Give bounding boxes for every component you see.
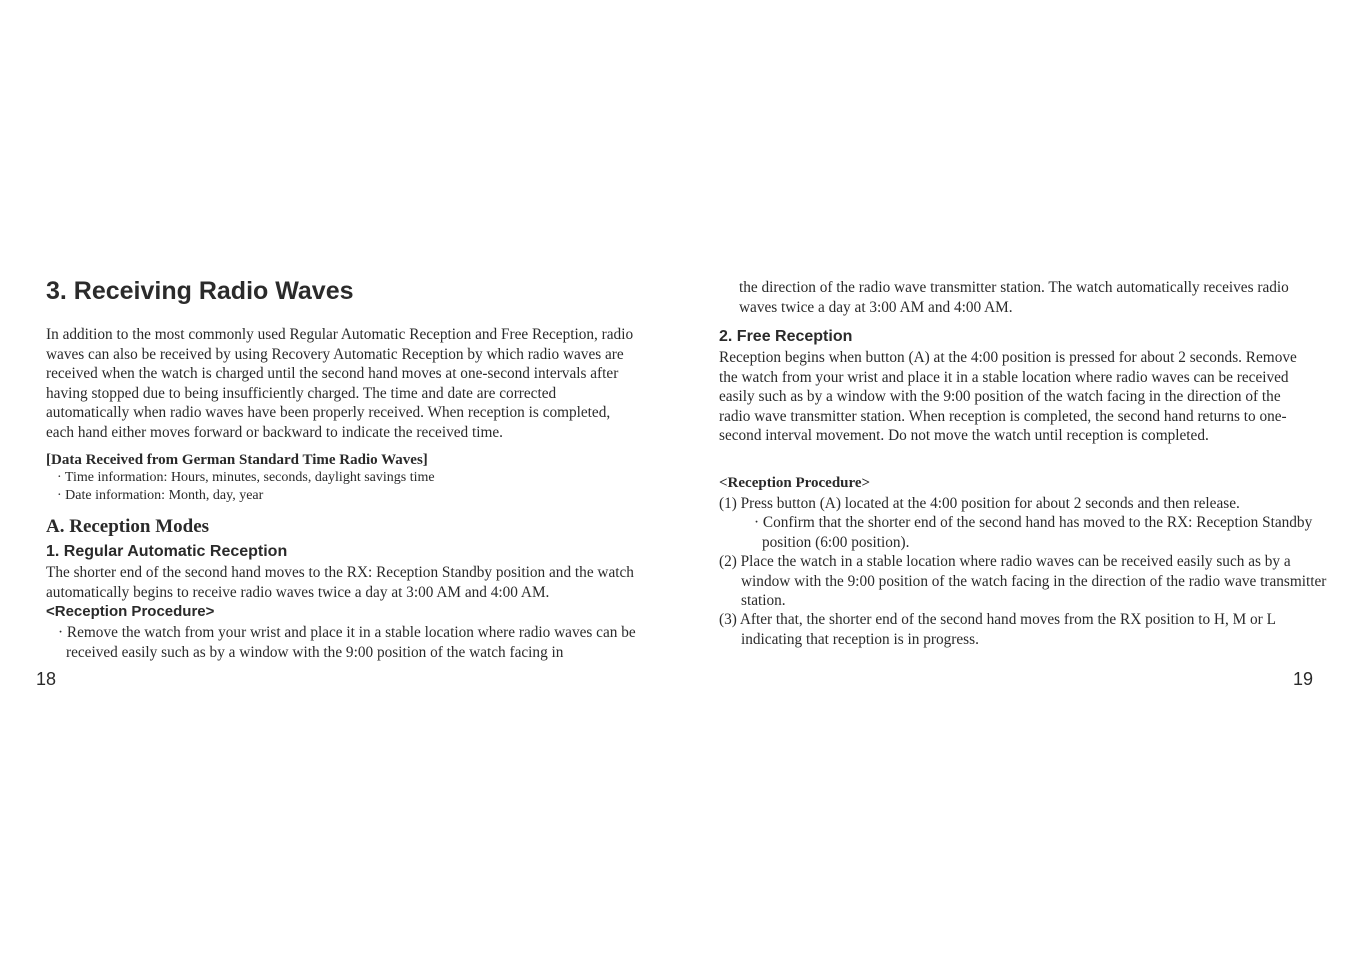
regular-procedure-item: · Remove the watch from your wrist and place it in a stable location where radio waves can be received easily such as by a window with the 9:00 position of the watch facing in xyxy=(58,624,636,661)
free-reception-text: Reception begins when button (A) at the 4:00 position is pressed for about 2 seconds. Remove the watch from your wrist and place it in a stable location where radio waves can be received easily such as by a window with the 9:00 position of the watch facing in the direction of the radio wave transmitter station. When reception is completed, the second hand returns to one-second interval movement. Do not move the watch until reception is completed. xyxy=(719,349,1297,444)
step-2: (2) Place the watch in a stable location where radio waves can be received easily such as by a window with the 9:00 position of the watch facing in the direction of the radio wave transmitter station. xyxy=(719,553,1327,609)
step-1-note: · Confirm that the shorter end of the second hand has moved to the RX: Reception Standby position (6:00 position). xyxy=(754,514,1313,551)
step-3: (3) After that, the shorter end of the second hand moves from the RX position to H, M or L indicating that reception is in progress. xyxy=(719,611,1276,648)
left-page xyxy=(36,0,636,954)
data-item-time: · Time information: Hours, minutes, seconds, daylight savings time xyxy=(57,470,435,485)
right-page xyxy=(719,0,1327,954)
regular-reception-heading: 1. Regular Automatic Reception xyxy=(46,543,288,560)
regular-reception-text: The shorter end of the second hand moves to the RX: Reception Standby position and the watch automatically begins to receive radio waves twice a day at 3:00 AM and 4:00 AM. xyxy=(46,564,634,601)
data-item-date: · Date information: Month, day, year xyxy=(57,488,264,503)
page-title: 3. Receiving Radio Waves xyxy=(46,277,354,305)
free-reception-heading: 2. Free Reception xyxy=(719,328,853,345)
intro-paragraph: In addition to the most commonly used Regular Automatic Reception and Free Reception, radio waves can also be received by using Recovery Automatic Reception by which radio waves are received when the watch is charged until the second hand moves at one-second intervals after having stopped due to being insufficiently charged. The time and date are corrected automatically when radio waves have been properly received. When reception is completed, each hand either moves forward or backward to indicate the received time. xyxy=(46,326,634,441)
data-heading: [Data Received from German Standard Time Radio Waves] xyxy=(46,452,428,468)
section-heading: A. Reception Modes xyxy=(46,516,210,537)
free-procedure-heading: <Reception Procedure> xyxy=(719,475,871,491)
regular-procedure-heading: <Reception Procedure> xyxy=(46,603,215,620)
continuation-paragraph: the direction of the radio wave transmitter station. The watch automatically receives radio waves twice a day at 3:00 AM and 4:00 AM. xyxy=(739,279,1289,316)
step-1: (1) Press button (A) located at the 4:00 position for about 2 seconds and then release. xyxy=(719,495,1240,512)
page-number-right: 19 xyxy=(1293,669,1314,689)
page-number-left: 18 xyxy=(36,669,57,689)
